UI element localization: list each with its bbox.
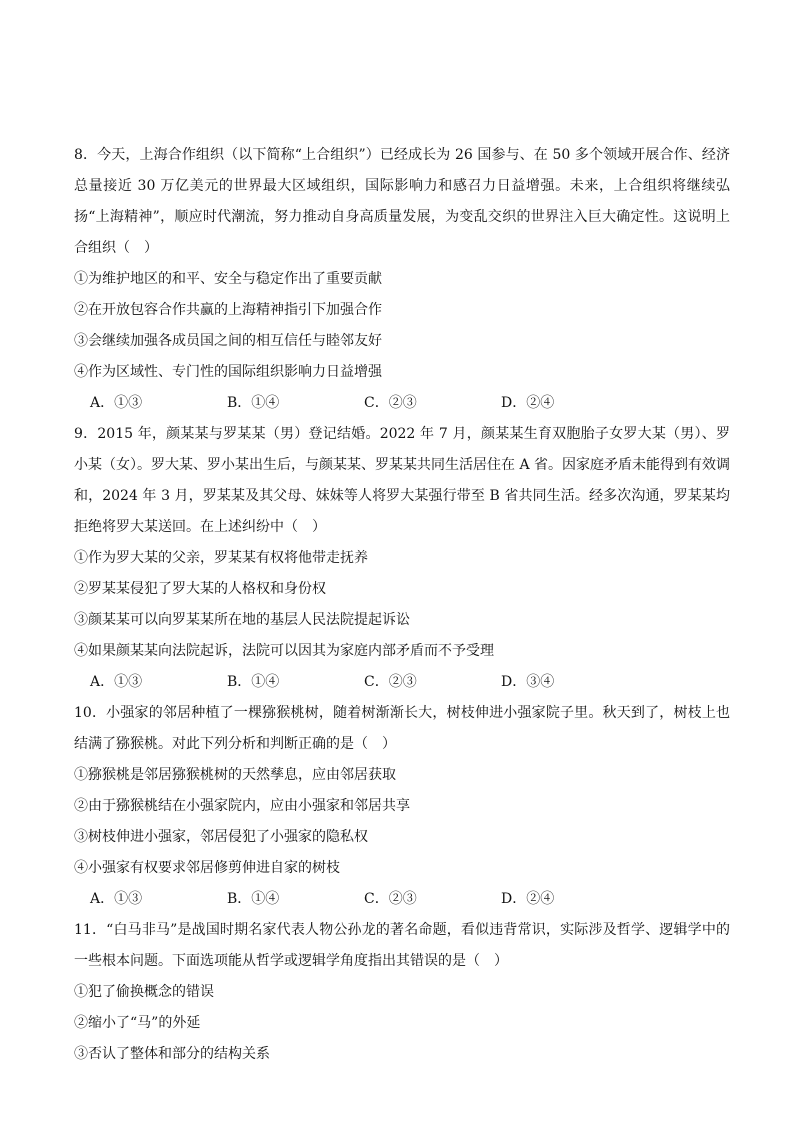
- choice-b: B．①④: [227, 395, 280, 411]
- statement-option: ④小强家有权要求邻居修剪伸进自家的树枝: [74, 860, 340, 876]
- statement-option: ②缩小了“马”的外延: [74, 1015, 201, 1031]
- statement-option: ④如果颜某某向法院起诉，法院可以因其为家庭内部矛盾而不予受理: [74, 643, 494, 659]
- choice-d: D．②④: [501, 891, 555, 907]
- statement-option: ④作为区域性、专门性的国际组织影响力日益增强: [74, 364, 382, 380]
- question-8: [74, 140, 730, 419]
- statement-option: ③颜某某可以向罗某某所在地的基层人民法院提起诉讼: [74, 612, 410, 628]
- statement-option: ②在开放包容合作共赢的上海精神指引下加强合作: [74, 302, 382, 318]
- choice-c: C．②③: [364, 891, 417, 907]
- choice-c: C．②③: [364, 674, 417, 690]
- question-10: [74, 698, 730, 915]
- statement-option: ③否认了整体和部分的结构关系: [74, 1046, 270, 1062]
- answer-choices: [74, 388, 730, 419]
- exam-page: [74, 140, 730, 1070]
- statement-option: ③树枝伸进小强家，邻居侵犯了小强家的隐私权: [74, 829, 368, 845]
- question-11: [74, 915, 730, 1070]
- choice-d: D．②④: [501, 395, 555, 411]
- statement-option: ①犯了偷换概念的错误: [74, 984, 214, 1000]
- question-9: [74, 419, 730, 698]
- question-stem: 11．“白马非马”是战国时期名家代表人物公孙龙的著名命题，看似违背常识，实际涉及哲学、逻辑学中的一些根本问题。下面选项能从哲学或逻辑学角度指出其错误的是（ ）: [74, 922, 730, 969]
- statement-option: ②罗某某侵犯了罗大某的人格权和身份权: [74, 581, 326, 597]
- choice-d: D．③④: [501, 674, 555, 690]
- statement-option: ①为维护地区的和平、安全与稳定作出了重要贡献: [74, 271, 382, 287]
- statement-option: ①猕猴桃是邻居猕猴桃树的天然孳息，应由邻居获取: [74, 767, 396, 783]
- question-stem: 8．今天，上海合作组织（以下简称“上合组织”）已经成长为 26 国参与、在 50 多个领域开展合作、经济总量接近 30 万亿美元的世界最大区域组织，国际影响力和感召力日益增强。未来，上合组织将继续弘扬“上海精神”，顺应时代潮流，努力推动自身高质量发展，为变乱交织的世界注入巨大确定性。这说明上合组织（ ）: [74, 147, 730, 256]
- question-stem: 10．小强家的邻居种植了一棵猕猴桃树，随着树渐渐长大，树枝伸进小强家院子里。秋天到了，树枝上也结满了猕猴桃。对此下列分析和判断正确的是（ ）: [74, 705, 730, 752]
- choice-a: A．①③: [90, 674, 143, 690]
- answer-choices: [74, 667, 730, 698]
- question-stem: 9．2015 年，颜某某与罗某某（男）登记结婚。2022 年 7 月，颜某某生育双胞胎子女罗大某（男）、罗小某（女）。罗大某、罗小某出生后，与颜某某、罗某某共同生活居住在 A 省。因家庭矛盾未能得到有效调和，2024 年 3 月，罗某某及其父母、妹妹等人将罗大某强行带至 B 省共同生活。经多次沟通，罗某某均拒绝将罗大某送回。在上述纠纷中（ ）: [74, 426, 731, 535]
- choice-a: A．①③: [90, 891, 143, 907]
- statement-option: ①作为罗大某的父亲，罗某某有权将他带走抚养: [74, 550, 368, 566]
- statement-option: ③会继续加强各成员国之间的相互信任与睦邻友好: [74, 333, 382, 349]
- choice-b: B．①④: [227, 674, 280, 690]
- choice-a: A．①③: [90, 395, 143, 411]
- statement-option: ②由于猕猴桃结在小强家院内，应由小强家和邻居共享: [74, 798, 410, 814]
- choice-c: C．②③: [364, 395, 417, 411]
- choice-b: B．①④: [227, 891, 280, 907]
- answer-choices: [74, 884, 730, 915]
